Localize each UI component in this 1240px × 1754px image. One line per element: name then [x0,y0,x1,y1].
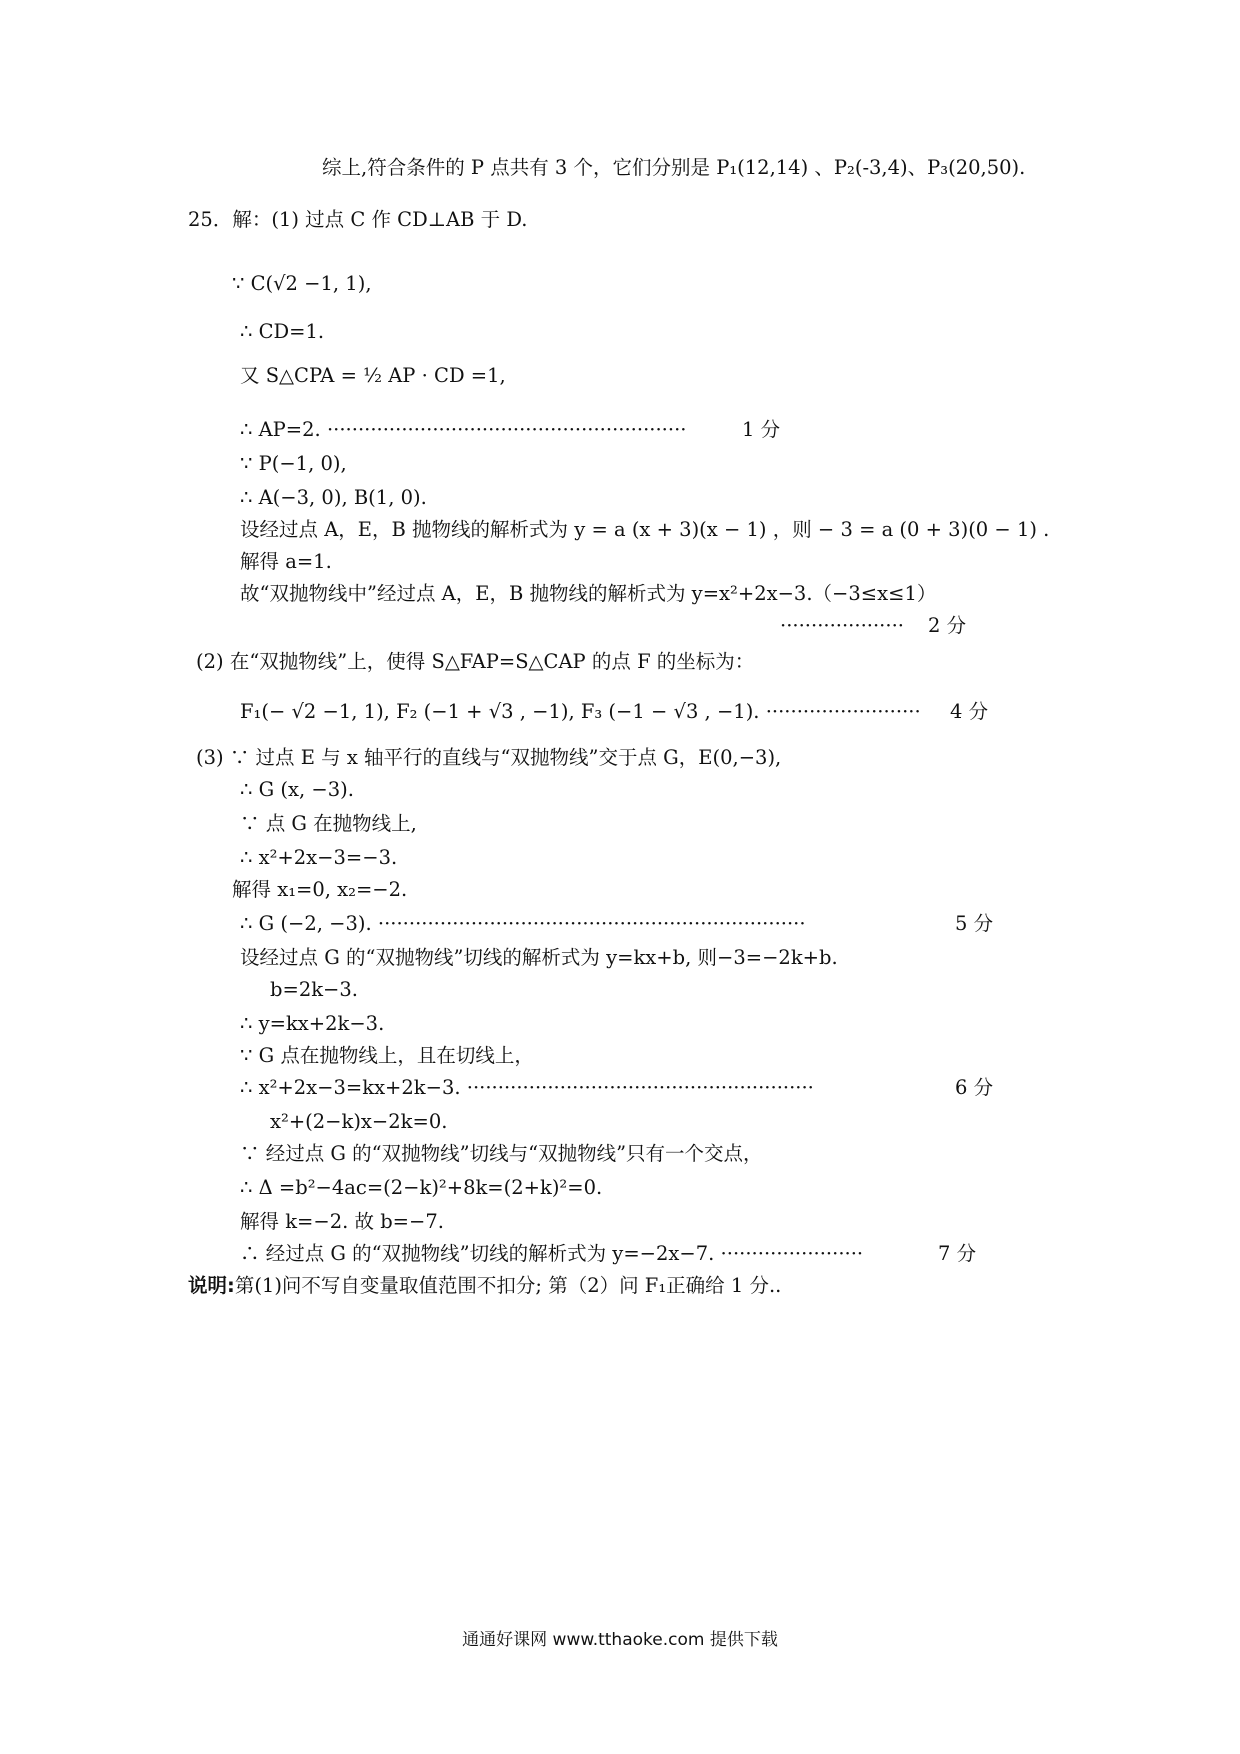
note-label: 说明: [188,1274,235,1297]
score-mark: 5 分 [955,912,994,935]
step-line: F₁(− √2 −1, 1), F₂ (−1 + √3 , −1), F₃ (−1 − √3 , −1). ························· [240,700,921,723]
step-line: x²+(2−k)x−2k=0. [270,1110,448,1133]
step-line: ∴ G (x, −3). [240,778,354,801]
step-line: ∴ Δ =b²−4ac=(2−k)²+8k=(2+k)²=0. [240,1176,603,1199]
step-line: 解得 x₁=0, x₂=−2. [232,878,408,901]
step-line: ∴ x²+2x−3=kx+2k−3. ························································ [240,1076,814,1099]
step-line: 设经过点 G 的“双抛物线”切线的解析式为 y=kx+b, 则−3=−2k+b. [240,946,838,969]
step-line: ∴ AP=2. ·························································· [240,418,687,441]
score-mark: 2 分 [928,614,967,637]
part-2-heading: (2) 在“双抛物线”上，使得 S△FAP=S△CAP 的点 F 的坐标为： [196,650,755,673]
area-formula-line: 又 S△CPA = ½ AP · CD =1, [240,364,506,387]
step-line: ∴ A(−3, 0), B(1, 0). [240,486,427,509]
step-line: ∴ G (−2, −3). ····································································· [240,912,806,935]
step-line: ∵ C(√2 −1, 1), [232,272,372,295]
step-line: ∵ G 点在抛物线上，且在切线上， [240,1044,534,1067]
step-line: b=2k−3. [270,978,358,1001]
step-line: 解得 k=−2. 故 b=−7. [240,1210,444,1233]
step-line: ∴ x²+2x−3=−3. [240,846,398,869]
step-line: ∴ CD=1. [240,320,325,343]
dotted-leader: ···················· [780,614,904,637]
note-text: 第(1)问不写自变量取值范围不扣分; 第（2）问 F₁正确给 1 分.. [234,1274,782,1297]
grading-note [188,1272,781,1300]
step-line: ∵ 点 G 在抛物线上, [240,812,417,835]
step-line: 解得 a=1. [240,550,332,573]
step-line: ∵ 经过点 G 的“双抛物线”切线与“双抛物线”只有一个交点， [240,1142,763,1165]
footer-credit: 通通好课网 www.tthaoke.com 提供下载 [462,1630,778,1650]
step-line: ∴ 经过点 G 的“双抛物线”切线的解析式为 y=−2x−7. ······················· [240,1242,864,1265]
step-line: ∴ y=kx+2k−3. [240,1012,385,1035]
step-line: ∵ P(−1, 0), [240,452,347,475]
score-mark: 7 分 [938,1242,977,1265]
summary-line: 综上,符合条件的 P 点共有 3 个，它们分别是 P₁(12,14) 、P₂(-3,4)、P₃(20,50). [322,156,1026,179]
score-mark: 1 分 [742,418,781,441]
score-mark: 4 分 [950,700,989,723]
step-line: 故“双抛物线中”经过点 A，E，B 抛物线的解析式为 y=x²+2x−3.（−3≤x≤1） [240,582,937,605]
step-line: 设经过点 A，E，B 抛物线的解析式为 y = a (x + 3)(x − 1) ，则 − 3 = a (0 + 3)(0 − 1) . [240,518,1050,541]
problem-25-heading: 25．解：(1) 过点 C 作 CD⊥AB 于 D. [188,208,528,231]
score-mark: 6 分 [955,1076,994,1099]
part-3-heading: (3) ∵ 过点 E 与 x 轴平行的直线与“双抛物线”交于点 G，E(0,−3), [196,746,782,769]
